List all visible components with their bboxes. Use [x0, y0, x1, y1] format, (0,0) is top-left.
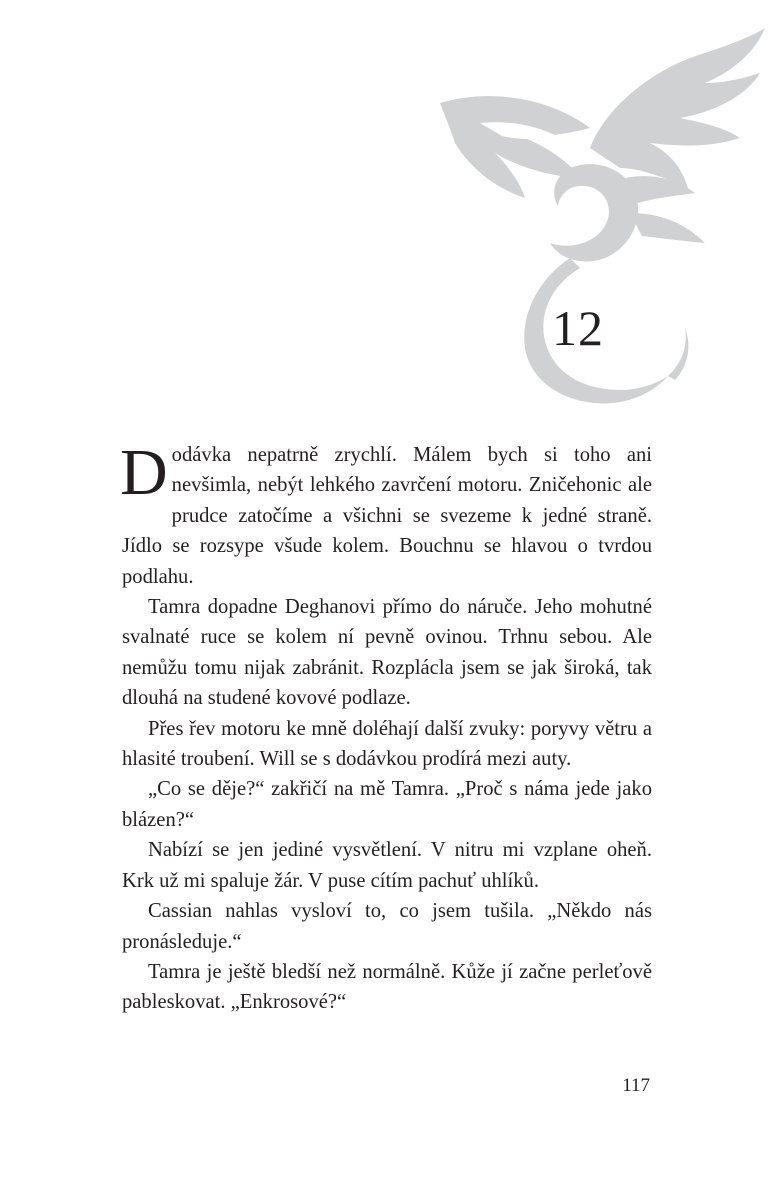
paragraph: Přes řev motoru ke mně doléhají další zvuky: poryvy větru a hlasité troubení. Will se s dodávkou prodírá mezi auty. — [122, 717, 652, 771]
paragraph: Cassian nahlas vysloví to, co jsem tušila. „Někdo nás pronásleduje.“ — [122, 900, 652, 953]
page-number: 117 — [622, 1075, 650, 1096]
drop-cap: D — [120, 436, 168, 509]
chapter-number: 12 — [552, 300, 604, 356]
paragraph: Tamra dopadne Deghanovi přímo do náruče. Jeho mohutné svalnaté ruce se kolem ní pevně ovinou. Trhnu sebou. Ale nemůžu tomu nijak zabránit. Rozplácla jsem se jak široká, tak dlouhá na studené kovové podlaze. — [122, 596, 652, 710]
paragraph: „Co se děje?“ zakřičí na mě Tamra. „Proč s náma jede jako blázen?“ — [122, 778, 652, 831]
paragraph: Nabízí se jen jediné vysvětlení. V nitru mi vzplane oheň. Krk už mi spaluje žár. V puse cítím pachuť uhlíků. — [122, 839, 652, 892]
paragraph-text: odávka nepatrně zrychlí. Málem bych si toho ani nevšimla, nebýt lehkého zavrčení motoru. Zničehonic ale prudce zatočíme a všichni se svezeme k jedné straně. Jídlo se rozsype všude kolem. Bouchnu se hlavou o tvrdou podlahu. — [122, 444, 652, 588]
paragraph: Tamra je ještě bledší než normálně. Kůže jí začne perleťově pableskovat. „Enkrosové?“ — [122, 960, 652, 1014]
chapter-text — [120, 436, 652, 1018]
paragraph — [120, 436, 652, 592]
